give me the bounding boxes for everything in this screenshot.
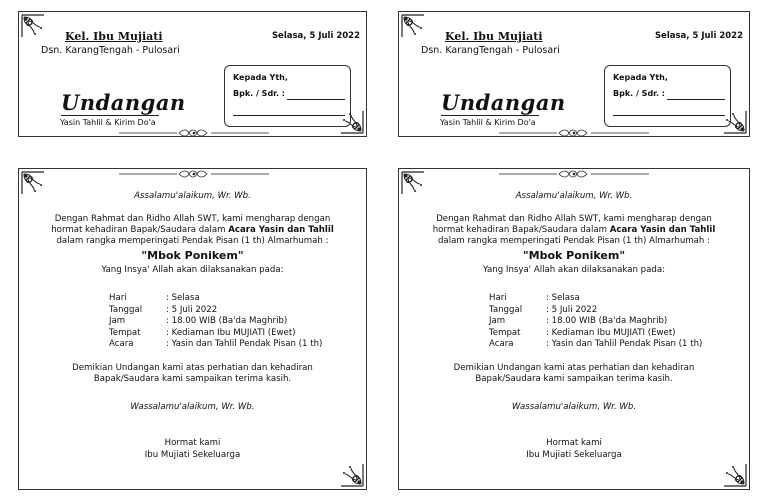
- addressee-to: Kepada Yth,: [613, 73, 668, 82]
- sign-name: Ibu Mujiati Sekeluarga: [144, 450, 241, 460]
- detail-row: [109, 316, 322, 328]
- divider-ornament-icon: [119, 129, 269, 137]
- intro-paragraph: [399, 214, 749, 247]
- event-name-bold: Acara Yasin dan Tahlil: [228, 225, 334, 235]
- closing-paragraph: [19, 363, 366, 385]
- schedule-preface: Yang Insya' Allah akan dilaksanakan pada:: [482, 265, 666, 275]
- detail-value: : Yasin dan Tahlil Pendak Pisan (1 th): [166, 339, 323, 350]
- title-underline: [61, 115, 159, 116]
- detail-key: Jam: [489, 316, 506, 327]
- detail-value: : Kediaman Ibu MUJIATI (Ewet): [166, 327, 296, 338]
- address-blank-line: [233, 115, 345, 116]
- intro-line-2-text: hormat kehadiran Bapak/Saudara dalam: [51, 225, 229, 235]
- detail-value: : Selasa: [166, 293, 200, 303]
- event-details: [109, 293, 322, 351]
- intro-line-1: Dengan Rahmat dan Ridho Allah SWT, kami mengharap dengan: [436, 214, 712, 224]
- sign-title: Hormat kami: [164, 438, 221, 448]
- corner-ornament-icon: [20, 13, 48, 41]
- address-box: [224, 65, 351, 127]
- divider-ornament-icon: [499, 129, 649, 137]
- event-details: [489, 293, 702, 351]
- intro-paragraph: [19, 214, 366, 247]
- detail-value: : Yasin dan Tahlil Pendak Pisan (1 th): [546, 339, 703, 350]
- closing-line-1: Demikian Undangan kami atas perhatian dan kehadiran: [453, 363, 695, 373]
- detail-value: : 5 Juli 2022: [546, 304, 598, 315]
- greeting: Assalamu'alaikum, Wr. Wb.: [515, 191, 633, 201]
- detail-row: [109, 328, 322, 340]
- detail-value: : Selasa: [546, 293, 580, 303]
- intro-line-3: dalam rangka memperingati Pendak Pisan (1 th) Almarhumah :: [437, 236, 711, 246]
- event-name-bold: Acara Yasin dan Tahlil: [609, 225, 716, 235]
- invitation-title: Undangan: [441, 90, 566, 115]
- detail-key: Hari: [489, 293, 507, 303]
- address-box: [604, 65, 731, 127]
- detail-value: : Kediaman Ibu MUJIATI (Ewet): [546, 327, 676, 338]
- event-date: Selasa, 5 Juli 2022: [654, 31, 743, 41]
- addressee-name-label: Bpk. / Sdr. :: [613, 89, 665, 98]
- deceased-name: "Mbok Ponikem": [522, 249, 626, 262]
- envelope-card-left: [18, 11, 367, 137]
- detail-row: [489, 293, 702, 305]
- intro-line-2: [19, 225, 366, 236]
- hamlet-address: Dsn. KarangTengah - Pulosari: [421, 45, 560, 56]
- hamlet-address: Dsn. KarangTengah - Pulosari: [41, 45, 180, 56]
- intro-line-1: Dengan Rahmat dan Ridho Allah SWT, kami mengharap dengan: [54, 214, 331, 224]
- deceased-name: "Mbok Ponikem": [141, 249, 244, 262]
- detail-key: Tanggal: [489, 304, 523, 315]
- divider-ornament-icon: [494, 170, 654, 178]
- title-underline: [441, 115, 539, 116]
- invitation-subtitle: Yasin Tahlil & Kirim Do'a: [60, 118, 156, 127]
- sign-title: Hormat kami: [546, 438, 602, 448]
- detail-key: Tempat: [109, 327, 141, 338]
- letter-card-right: [398, 168, 750, 490]
- schedule-preface: Yang Insya' Allah akan dilaksanakan pada:: [101, 265, 284, 275]
- addressee-name-label: Bpk. / Sdr. :: [233, 89, 285, 98]
- event-date: Selasa, 5 Juli 2022: [271, 31, 360, 41]
- detail-row: [489, 305, 702, 317]
- closing-line-1: Demikian Undangan kami atas perhatian dan kehadiran: [72, 363, 313, 373]
- envelope-card-right: [398, 11, 750, 137]
- detail-key: Hari: [109, 293, 127, 303]
- addressee-to: Kepada Yth,: [233, 73, 288, 82]
- corner-ornament-icon: [400, 13, 428, 41]
- divider-ornament-icon: [114, 170, 274, 178]
- detail-key: Tempat: [489, 327, 521, 338]
- family-name: Kel. Ibu Mujiati: [445, 30, 543, 43]
- detail-value: : 18.00 WIB (Ba'da Maghrib): [546, 316, 668, 327]
- letter-card-left: [18, 168, 367, 490]
- invitation-subtitle: Yasin Tahlil & Kirim Do'a: [440, 118, 536, 127]
- detail-key: Acara: [489, 339, 514, 350]
- detail-row: [489, 328, 702, 340]
- name-blank-line: [287, 99, 345, 100]
- detail-row: [109, 305, 322, 317]
- closing-line-2: Bapak/Saudara kami sampaikan terima kasih.: [475, 374, 673, 384]
- closing-line-2: Bapak/Saudara kami sampaikan terima kasih.: [93, 374, 292, 384]
- detail-row: [109, 293, 322, 305]
- invitation-title: Undangan: [61, 90, 186, 115]
- detail-row: [489, 339, 702, 351]
- sign-name: Ibu Mujiati Sekeluarga: [526, 450, 622, 460]
- name-blank-line: [667, 99, 725, 100]
- intro-line-3: dalam rangka memperingati Pendak Pisan (1 th) Almarhumah :: [56, 236, 329, 246]
- farewell: Wassalamu'alaikum, Wr. Wb.: [130, 402, 255, 412]
- detail-row: [489, 316, 702, 328]
- greeting: Assalamu'alaikum, Wr. Wb.: [134, 191, 251, 201]
- family-name: Kel. Ibu Mujiati: [65, 30, 163, 43]
- corner-ornament-icon: [720, 460, 748, 488]
- closing-paragraph: [399, 363, 749, 385]
- detail-row: [109, 339, 322, 351]
- detail-key: Acara: [109, 339, 134, 350]
- intro-line-2: [399, 225, 749, 236]
- intro-line-2-text: hormat kehadiran Bapak/Saudara dalam: [432, 225, 610, 235]
- detail-value: : 18.00 WIB (Ba'da Maghrib): [166, 316, 288, 327]
- detail-key: Jam: [109, 316, 126, 327]
- corner-ornament-icon: [337, 460, 365, 488]
- detail-value: : 5 Juli 2022: [166, 304, 218, 315]
- detail-key: Tanggal: [109, 304, 143, 315]
- address-blank-line: [613, 115, 725, 116]
- farewell: Wassalamu'alaikum, Wr. Wb.: [511, 402, 637, 412]
